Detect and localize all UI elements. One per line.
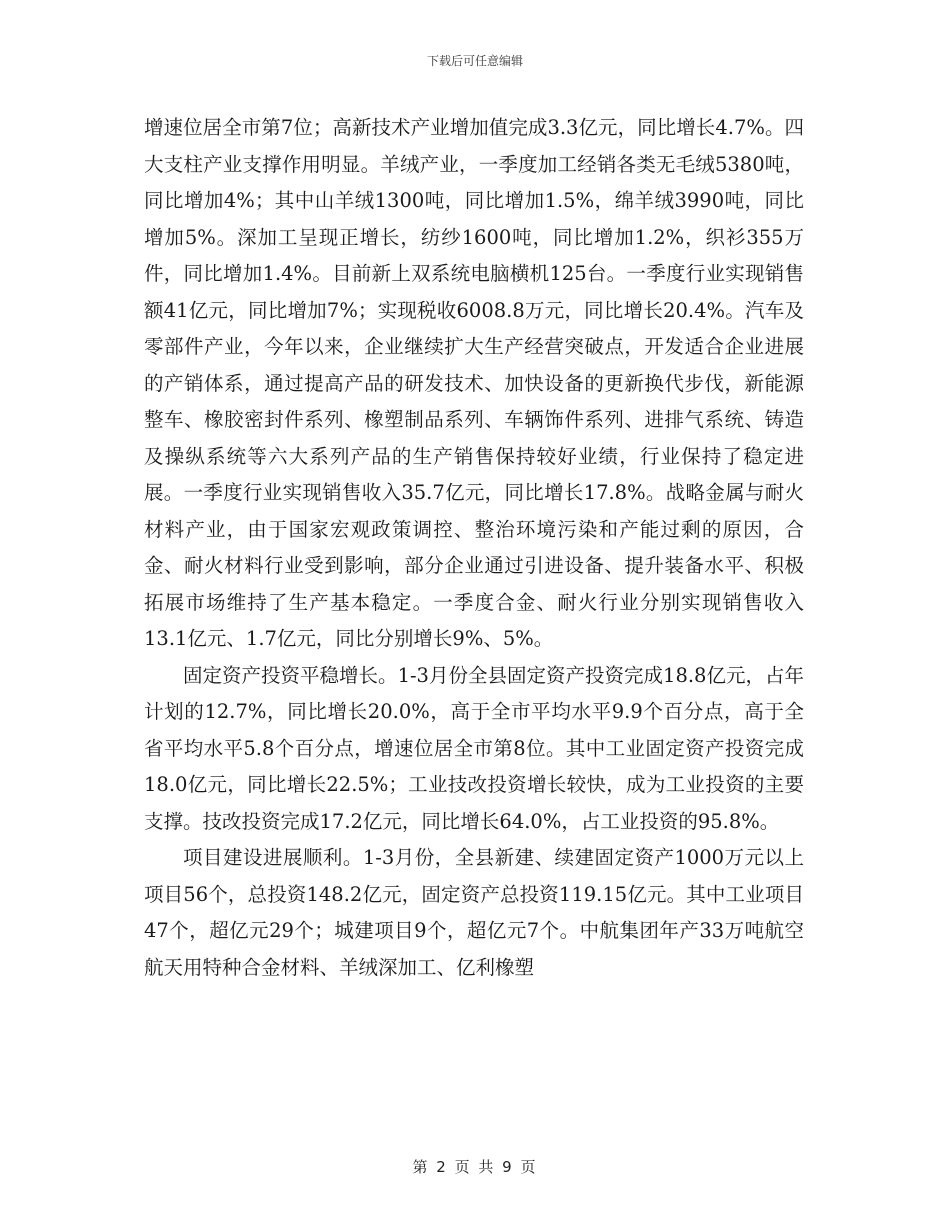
page-number-footer: 第 2 页 共 9 页 [412,1158,538,1176]
paragraph-continued: 增速位居全市第7位；高新技术产业增加值完成3.3亿元，同比增长4.7%。四大支柱产业支撑作用明显。羊绒产业，一季度加工经销各类无毛绒5380吨，同比增加4%；其中山羊绒1300吨，同比增加1.5%，绵羊绒3990吨，同比增加5%。深加工呈现正增长，纺纱1600吨，同比增加1.2%，织衫355万件，同比增加1.4%。目前新上双系统电脑横机125台。一季度行业实现销售额41亿元，同比增加7%；实现税收6008.8万元，同比增长20.4%。汽车及零部件产业，今年以来，企业继续扩大生产经营突破点，开发适合企业进展的产销体系，通过提高产品的研发技术、加快设备的更新换代步伐，新能源整车、橡胶密封件系列、橡塑制品系列、车辆饰件系列、进排气系统、铸造及操纵系统等六大系列产品的生产销售保持较好业绩，行业保持了稳定进展。一季度行业实现销售收入35.7亿元，同比增长17.8%。战略金属与耐火材料产业，由于国家宏观政策调控、整治环境污染和产能过剩的原因，合金、耐火材料行业受到影响，部分企业通过引进设备、提升装备水平、积极拓展市场维持了生产基本稳定。一季度合金、耐火行业分别实现销售收入13.1亿元、1.7亿元，同比分别增长9%、5%。 [144,116,804,650]
paragraph-project-construction: 项目建设进展顺利。1-3月份，全县新建、续建固定资产1000万元以上项目56个，总投资148.2亿元，固定资产总投资119.15亿元。其中工业项目47个，超亿元29个；城建项目9个，超亿元7个。中航集团年产33万吨航空航天用特种合金材料、羊绒深加工、亿利橡塑 [144,846,804,979]
document-body [144,110,804,986]
paragraph-fixed-asset-investment: 固定资产投资平稳增长。1-3月份全县固定资产投资完成18.8亿元，占年计划的12.7%，同比增长20.0%，高于全市平均水平9.9个百分点，高于全省平均水平5.8个百分点，增速位居全市第8位。其中工业固定资产投资完成18.0亿元，同比增长22.5%；工业技改投资增长较快，成为工业投资的主要支撑。技改投资完成17.2亿元，同比增长64.0%，占工业投资的95.8%。 [144,663,804,833]
page-header-note: 下载后可任意编辑 [426,54,523,68]
